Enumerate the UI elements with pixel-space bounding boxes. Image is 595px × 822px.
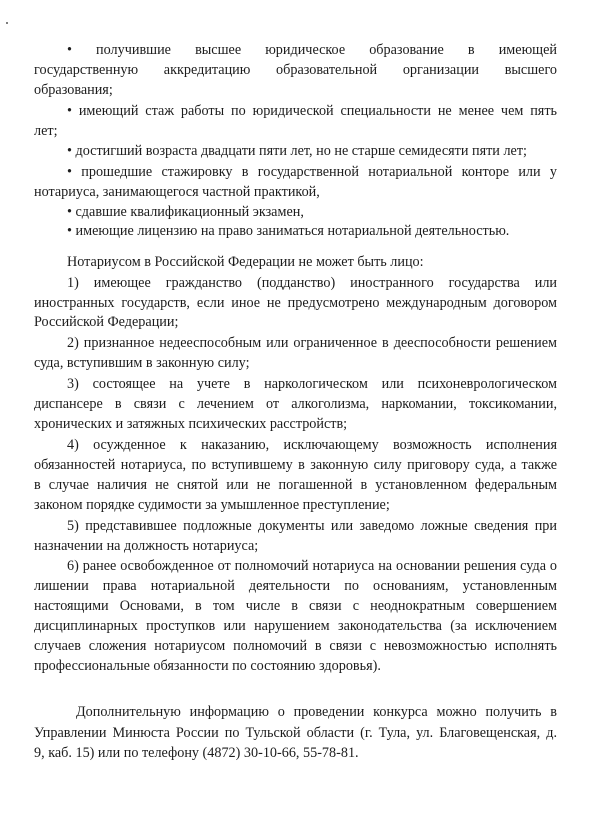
requirement-3-line-1: • достигший возраста двадцати пяти лет, но не старше семидесяти пяти лет; [67, 143, 527, 159]
restriction-6-line-5: случаев сложения нотариусом полномочий в связи с невозможностью исполнять [34, 638, 557, 654]
restriction-4-line-4: законом порядке судимости за умышленное преступление; [34, 497, 390, 513]
restriction-6-line-1: 6) ранее освобожденное от полномочий нотариуса на основании решения суда о [67, 558, 557, 574]
restriction-5-line-2: назначении на должность нотариуса; [34, 538, 259, 554]
restriction-6-line-3: настоящими Основами, в том числе в связи с неоднократным совершением [34, 598, 557, 614]
restriction-3-line-3: хронических и затяжных психических расстройств; [34, 416, 348, 432]
requirement-4-line-2: нотариуса, занимающегося частной практикой, [34, 184, 320, 200]
restriction-1-line-2: иностранных государств, если иное не предусмотрено международным договором [34, 295, 557, 311]
restriction-6-line-6: профессиональные обязанности по состоянию здоровья). [34, 658, 381, 674]
restriction-4-line-3: в случае наличия не снятой или не погашенной в установленном федеральным [34, 477, 557, 493]
restriction-1-line-1: 1) имеющее гражданство (подданство) иностранного государства или [67, 275, 557, 291]
restriction-1-line-3: Российской Федерации; [34, 314, 179, 330]
restriction-4-line-1: 4) осужденное к наказанию, исключающему возможность исполнения [67, 437, 557, 453]
contact-line-1: Дополнительную информацию о проведении конкурса можно получить в [76, 704, 557, 720]
requirement-2-line-1: • имеющий стаж работы по юридической специальности не менее чем пять [67, 103, 557, 119]
requirement-6-line-1: • имеющие лицензию на право заниматься нотариальной деятельностью. [67, 223, 510, 239]
contact-line-3: 9, каб. 15) или по телефону (4872) 30-10-66, 55-78-81. [34, 745, 359, 761]
restriction-6-line-4: дисциплинарных проступков или нарушением законодательства (за исключением [34, 618, 557, 634]
restriction-4-line-2: обязанностей нотариуса, по вступившему в законную силу приговору суда, а также [34, 457, 557, 473]
restriction-3-line-1: 3) состоящее на учете в наркологическом или психоневрологическом [67, 376, 557, 392]
restriction-5-line-1: 5) представившее подложные документы или заведомо ложные сведения при [67, 518, 557, 534]
requirement-5-line-1: • сдавшие квалификационный экзамен, [67, 204, 304, 220]
requirement-2-line-2: лет; [34, 123, 58, 139]
requirement-1-line-3: образования; [34, 82, 113, 98]
restriction-2-line-1: 2) признанное недееспособным или ограниченное в дееспособности решением [67, 335, 557, 351]
contact-line-2: Управлении Минюста России по Тульской области (г. Тула, ул. Благовещенская, д. [34, 725, 557, 741]
requirement-1-line-1: • получившие высшее юридическое образование в имеющей [67, 42, 557, 58]
requirement-4-line-1: • прошедшие стажировку в государственной нотариальной конторе или у [67, 164, 557, 180]
restriction-2-line-2: суда, вступившим в законную силу; [34, 355, 250, 371]
restriction-6-line-2: лишении права нотариальной деятельности по основаниям, установленным [34, 578, 557, 594]
scan-speck [6, 22, 8, 24]
requirement-1-line-2: государственную аккредитацию образовательной организации высшего [34, 62, 557, 78]
restriction-3-line-2: диспансере в связи с лечением от алкоголизма, наркомании, токсикомании, [34, 396, 557, 412]
restrictions-intro: Нотариусом в Российской Федерации не может быть лицо: [67, 254, 424, 270]
